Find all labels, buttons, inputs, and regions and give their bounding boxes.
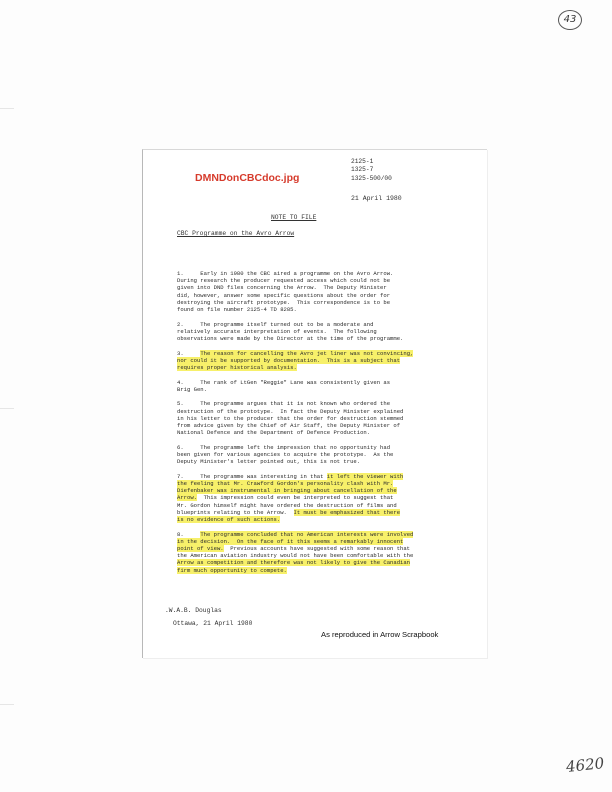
memo-paragraph bbox=[177, 270, 477, 313]
memo-paragraph bbox=[177, 531, 477, 574]
memo-heading: NOTE TO FILE bbox=[271, 214, 317, 221]
highlighted-text: The reason for cancelling the Avro jet liner was not convincing, nor could it be supported by documentation. This is a subject that requires proper historical analysis. bbox=[177, 349, 414, 372]
scan-edge-mark bbox=[0, 408, 14, 409]
scan-edge-mark bbox=[0, 704, 14, 705]
handwritten-page-number: 4620 bbox=[565, 754, 606, 776]
memo-paragraph bbox=[177, 350, 477, 372]
memo-text-segment: 1. Early in 1980 the CBC aired a programme on the Avro Arrow. During research the producer requested access which could not be given into DND files concerning the Arrow. The Deputy Minister did, however, answer some specific questions about the order for destroying the aircraft prototype. This correspondence is to be found on file number 2125-4 TD 8285. bbox=[177, 270, 394, 314]
highlighted-text: it left the viewer with the feeling that Mr. Crawford Gordon's personality clash with Mr. Diefenbaker was instrumental in bringing about cancellation of the Arrow. bbox=[177, 472, 404, 502]
memo-text-segment: 2. The programme itself turned out to be a moderate and relatively accurate interpretation of events. The following observations were made by the Director at the time of the programme. bbox=[177, 320, 404, 343]
memo-text-segment: 6. The programme left the impression that no opportunity had been given for various agencies to acquire the prototype. As the Deputy Minister's letter pointed out, this is not true. bbox=[177, 443, 394, 466]
memo-document bbox=[142, 149, 487, 658]
memo-text-segment: 5. The programme argues that it is not known who ordered the destruction of the prototype. In fact the Deputy Minister explained in his letter to the producer that the order for destruction stemmed from advice given by the Chief of Air Staff, the Deputy Minister of National Defence and the Department of Defence Production. bbox=[177, 400, 404, 437]
memo-body bbox=[177, 270, 477, 581]
memo-date: 21 April 1980 bbox=[351, 195, 402, 202]
signature-place-date: Ottawa, 21 April 1980 bbox=[173, 620, 253, 627]
highlighted-text: It must be emphasized that there is no evidence of such actions. bbox=[177, 508, 401, 524]
memo-text-segment: This impression could even be interpreted to suggest that Mr. Gordon himself might have ordered the destruction of films and blueprints relating to the Arrow. bbox=[177, 494, 397, 516]
file-number: 2125-1 bbox=[351, 158, 374, 165]
memo-text-segment: the American aviation industry would not have been comfortable with the bbox=[177, 552, 414, 560]
memo-paragraph bbox=[177, 400, 477, 436]
memo-paragraph bbox=[177, 379, 477, 393]
memo-text-segment: firm much opportunity to compete. bbox=[177, 566, 287, 574]
highlighted-text: The programme concluded that no American interests were involved in the decision. On the face of it this seems a remarkably innocent point of view. bbox=[177, 530, 414, 553]
image-file-label: DMNDonCBCdoc.jpg bbox=[195, 172, 300, 184]
memo-paragraph bbox=[177, 444, 477, 466]
scan-edge-mark bbox=[0, 108, 14, 109]
memo-text-segment: Previous accounts have suggested with some reason that bbox=[230, 545, 411, 553]
file-number: 1325-500/00 bbox=[351, 174, 392, 182]
signature-text: W.A.B. Douglas bbox=[168, 607, 222, 614]
memo-text-segment: 7. The programme was interesting in that bbox=[177, 472, 327, 480]
reproduction-note: As reproduced in Arrow Scrapbook bbox=[321, 630, 439, 639]
memo-text-segment: 4. The rank of LtGen "Reggie" Lane was consistently given as Brig Gen. bbox=[177, 378, 391, 393]
memo-text-segment: Arrow as competition and therefore was not likely to give the Canadian bbox=[177, 559, 411, 567]
circled-page-number: 43 bbox=[558, 10, 582, 30]
signature-name: .W.A.B. Douglas bbox=[165, 607, 222, 614]
memo-paragraph bbox=[177, 321, 477, 343]
memo-text-segment: 3. bbox=[177, 349, 201, 357]
memo-text-segment: 8. bbox=[177, 530, 201, 538]
file-numbers bbox=[351, 158, 392, 183]
memo-subject: CBC Programme on the Avro Arrow bbox=[177, 230, 295, 237]
memo-paragraph bbox=[177, 473, 477, 523]
file-number: 1325-7 bbox=[351, 166, 374, 174]
